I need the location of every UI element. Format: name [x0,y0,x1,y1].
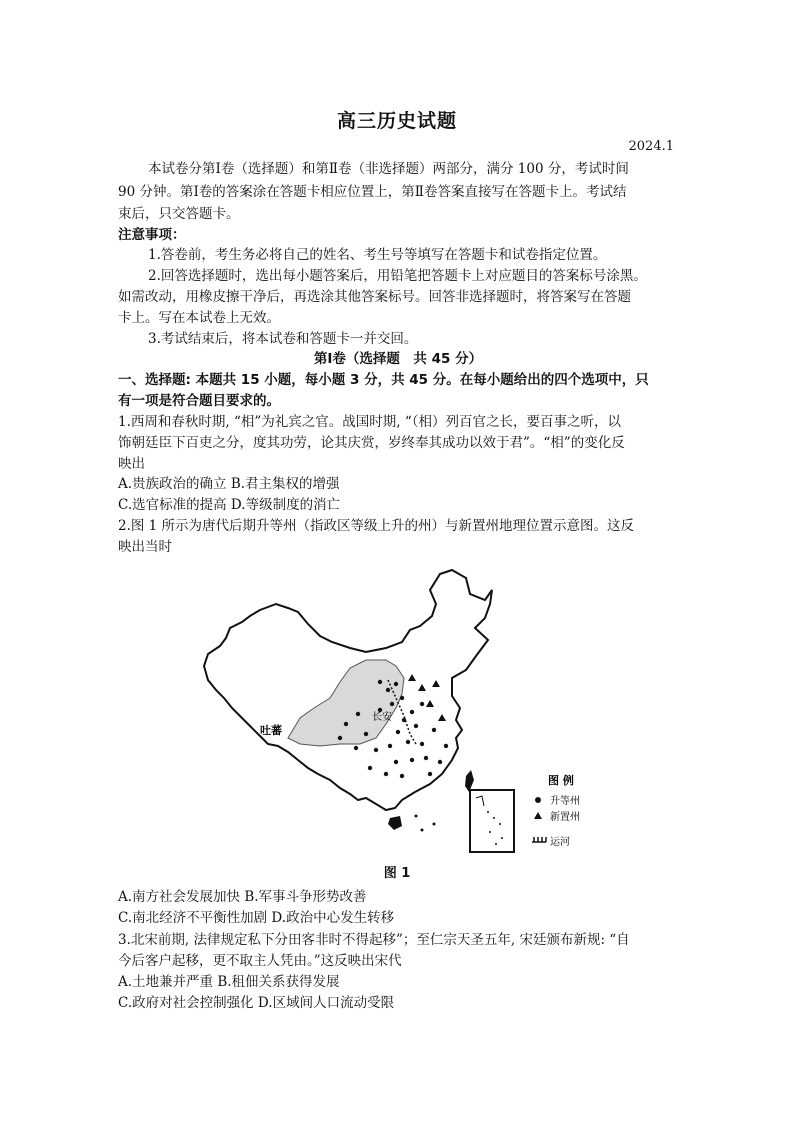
section-title: 第Ⅰ卷（选择题 共 45 分） [313,351,483,367]
question-3-options: A.土地兼并严重 B.租佃关系获得发展 [118,974,340,990]
south-sea-inset [470,790,514,852]
question-3-options: C.政府对社会控制强化 D.区域间人口流动受限 [118,995,395,1011]
question-2-stem: 映出当时 [118,539,172,555]
notice-heading: 注意事项： [118,227,186,243]
legend-label-canal: 运河 [550,837,570,848]
legend-title: 图 例 [548,774,574,787]
tubo-label: 吐蕃 [260,724,282,737]
question-1-stem: 饰朝廷臣下百吏之分，度其功劳，论其庆赏，岁终奉其成功以效于君”。“相”的变化反 [118,435,625,451]
taiwan-island [465,770,474,792]
question-1-stem: 映出 [118,456,145,472]
question-2-options: A.南方社会发展加快 B.军事斗争形势改善 [118,889,367,905]
new-prefectures [408,674,446,721]
notice-line: 卡上。写在本试卷上无效。 [118,310,280,326]
section-instruction: 一、选择题: 本题共 15 小题，每小题 3 分，共 45 分。在每小题给出的四个选项中，只 [118,372,649,388]
intro-line: 本试卷分第Ⅰ卷（选择题）和第Ⅱ卷（非选择题）两部分，满分 100 分，考试时间 [148,161,629,177]
map-legend [532,773,580,848]
canal-symbol [532,837,546,842]
notice-line: 如需改动，用橡皮擦干净后，再选涂其他答案标号。回答非选择题时，将答案写在答题 [118,289,631,305]
changan-label: 长安 [372,712,392,723]
question-1-options: A.贵族政治的确立 B.君主集权的增强 [118,476,340,492]
exam-date: 2024.1 [628,139,674,154]
island [433,823,436,826]
tang-prefecture-map [190,548,610,878]
notice-line: 2.回答选择题时，选出每小题答案后，用铅笔把答题卡上对应题目的答案标号涂黑。 [148,268,647,284]
island [415,815,418,818]
hainan-island [388,816,402,830]
figure-caption: 图 1 [383,866,411,881]
question-3-stem: 今后客户起移，更不取主人凭由。”这反映出宋代 [118,953,402,969]
question-2-options: C.南北经济不平衡性加剧 D.政治中心发生转移 [118,910,395,926]
island [421,829,424,832]
triangle-symbol [534,812,542,819]
intro-line: 束后，只交答题卡。 [118,206,240,222]
dot-symbol [535,797,541,803]
section-instruction: 有一项是符合题目要求的。 [118,393,280,409]
notice-line: 1.答卷前，考生务必将自己的姓名、考生号等填写在答题卡和试卷指定位置。 [148,247,607,263]
question-1-stem: 1.西周和春秋时期, “相”为礼宾之官。战国时期, “（相）列百官之长，要百事之听，以 [118,414,621,430]
question-1-options: C.选官标准的提高 D.等级制度的消亡 [118,497,341,513]
question-2-stem: 2.图 1 所示为唐代后期升等州（指政区等级上升的州）与新置州地理位置示意图。这反 [118,518,635,534]
intro-line: 90 分钟。第Ⅰ卷的答案涂在答题卡相应位置上，第Ⅱ卷答案直接写在答题卡上。考试结 [118,184,627,200]
legend-label-new: 新置州 [550,812,580,823]
legend-label-upgraded: 升等州 [550,796,580,807]
page-title: 高三历史试题 [336,110,457,132]
notice-line: 3.考试结束后，将本试卷和答题卡一并交回。 [148,331,418,347]
tang-territory-boundary [288,660,404,746]
question-3-stem: 3.北宋前期, 法律规定私下分田客非时不得起移”；至仁宗天圣五年, 宋廷颁布新规: “自 [118,932,630,948]
